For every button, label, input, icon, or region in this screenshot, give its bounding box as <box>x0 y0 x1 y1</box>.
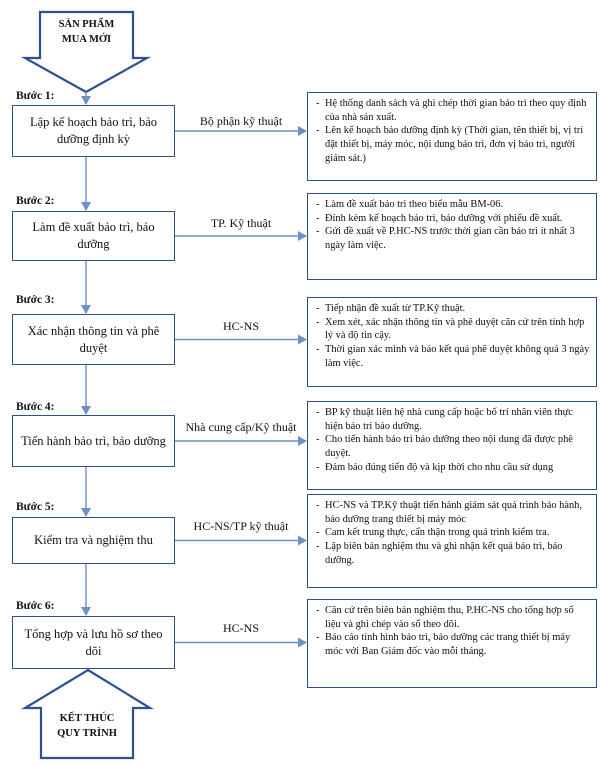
step-3-box <box>12 314 175 365</box>
step-2-details <box>307 193 597 280</box>
step-4-title: Tiến hành bảo trì, bảo dưỡng <box>21 433 166 448</box>
step-5-label: Bước 5: <box>16 501 55 513</box>
step-3-details <box>307 297 597 387</box>
step-6-details <box>307 599 597 688</box>
step-6-detail-item: - Báo cáo tình hình bảo trì, bảo dưỡng các trang thiết bị máy móc với Ban Giám đốc vào mỗi tháng. <box>316 631 590 658</box>
step-5-detail-item: - Lập biên bản nghiệm thu và ghi nhận kết quả bảo trì, bảo dưỡng. <box>316 540 590 567</box>
step-1-detail-item: - Lên kế hoạch bảo dưỡng định kỳ (Thời gian, tên thiết bị, vị trí đặt thiết bị, máy móc, nội dung bảo trì, đơn vị bảo trì, người giám sát.) <box>316 124 590 165</box>
step-2-detail-item: - Làm đề xuất bảo trì theo biểu mẫu BM-06. <box>316 198 590 212</box>
step-1-detail-item: - Hệ thống danh sách và ghi chép thời gian bảo trì theo quy định của nhà sản xuất. <box>316 97 590 124</box>
step-4-department: Nhà cung cấp/Kỹ thuật <box>185 420 297 434</box>
step-6-department: HC-NS <box>222 621 259 635</box>
step-3-detail-item: - Thời gian xác minh và báo kết quả phê duyệt không quá 3 ngày làm việc. <box>316 343 590 370</box>
step-2-department: TP. Kỹ thuật <box>210 216 272 230</box>
step-5-detail-item: - Cam kết trung thực, cẩn thận trong quá trình kiểm tra. <box>316 526 590 540</box>
step-5-title: Kiểm tra và nghiệm thu <box>34 533 153 548</box>
step-5-box <box>12 517 175 564</box>
step-1-details <box>307 92 597 181</box>
step-6-title: Tổng hợp và lưu hồ sơ theo dõi <box>24 626 163 658</box>
step-4-label: Bước 4: <box>16 401 55 413</box>
step-1-box <box>12 105 175 157</box>
step-6-box <box>12 616 175 669</box>
start-label <box>40 18 133 47</box>
step-2-label: Bước 2: <box>16 195 55 207</box>
step-3-department: HC-NS <box>222 319 259 333</box>
step-4-detail-item: - BP kỹ thuật liên hệ nhà cung cấp hoặc bố trí nhân viên thực hiện bảo trì bảo dưỡng. <box>316 406 590 433</box>
step-2-detail-item: - Đính kèm kế hoạch bảo trì, bảo dưỡng với phiếu đề xuất. <box>316 212 590 226</box>
end-label-line1: KẾT THÚC <box>59 713 115 724</box>
step-4-details <box>307 401 597 490</box>
start-label-line1: SẢN PHẨM <box>58 19 115 30</box>
step-3-detail-item: - Tiếp nhận đề xuất từ TP.Kỹ thuật. <box>316 302 590 316</box>
start-label-line2: MUA MỚI <box>61 33 112 45</box>
step-5-department: HC-NS/TP kỹ thuật <box>193 519 289 533</box>
step-2-box <box>12 211 175 261</box>
step-3-title: Xác nhận thông tin và phê duyệt <box>27 323 160 355</box>
end-label-line2: QUY TRÌNH <box>57 727 117 739</box>
step-1-label: Bước 1: <box>16 90 55 102</box>
step-1-department: Bộ phận kỹ thuật <box>199 114 283 128</box>
step-2-title: Làm đề xuất bảo trì, bảo dưỡng <box>32 220 155 251</box>
step-3-detail-item: - Xem xét, xác nhận thông tin và phê duyệt căn cứ trên tính hợp lý và độ tin cậy. <box>316 316 590 343</box>
step-4-detail-item: - Đảm bảo đúng tiến độ và kịp thời cho nhu cầu sử dụng <box>316 461 590 475</box>
step-5-detail-item: - HC-NS và TP.Kỹ thuật tiến hành giám sát quá trình bảo hành, bảo dưỡng trang thiết bị máy móc <box>316 499 590 526</box>
step-3-label: Bước 3: <box>16 294 55 306</box>
step-1-title: Lập kế hoạch bảo trì, bảo dưỡng định kỳ <box>29 115 158 146</box>
step-5-details <box>307 494 597 588</box>
step-6-detail-item: - Căn cứ trên biên bản nghiệm thu, P.HC-NS cho tổng hợp số liệu và ghi chép vào sổ theo dõi. <box>316 604 590 631</box>
step-4-detail-item: - Cho tiến hành bảo trì bảo dưỡng theo nội dung đã được phê duyệt. <box>316 433 590 460</box>
end-label <box>41 712 133 741</box>
step-6-label: Bước 6: <box>16 600 55 612</box>
step-4-box <box>12 415 175 467</box>
step-2-detail-item: - Gửi đề xuất về P.HC-NS trước thời gian cần bảo trì ít nhất 3 ngày làm việc. <box>316 225 590 252</box>
